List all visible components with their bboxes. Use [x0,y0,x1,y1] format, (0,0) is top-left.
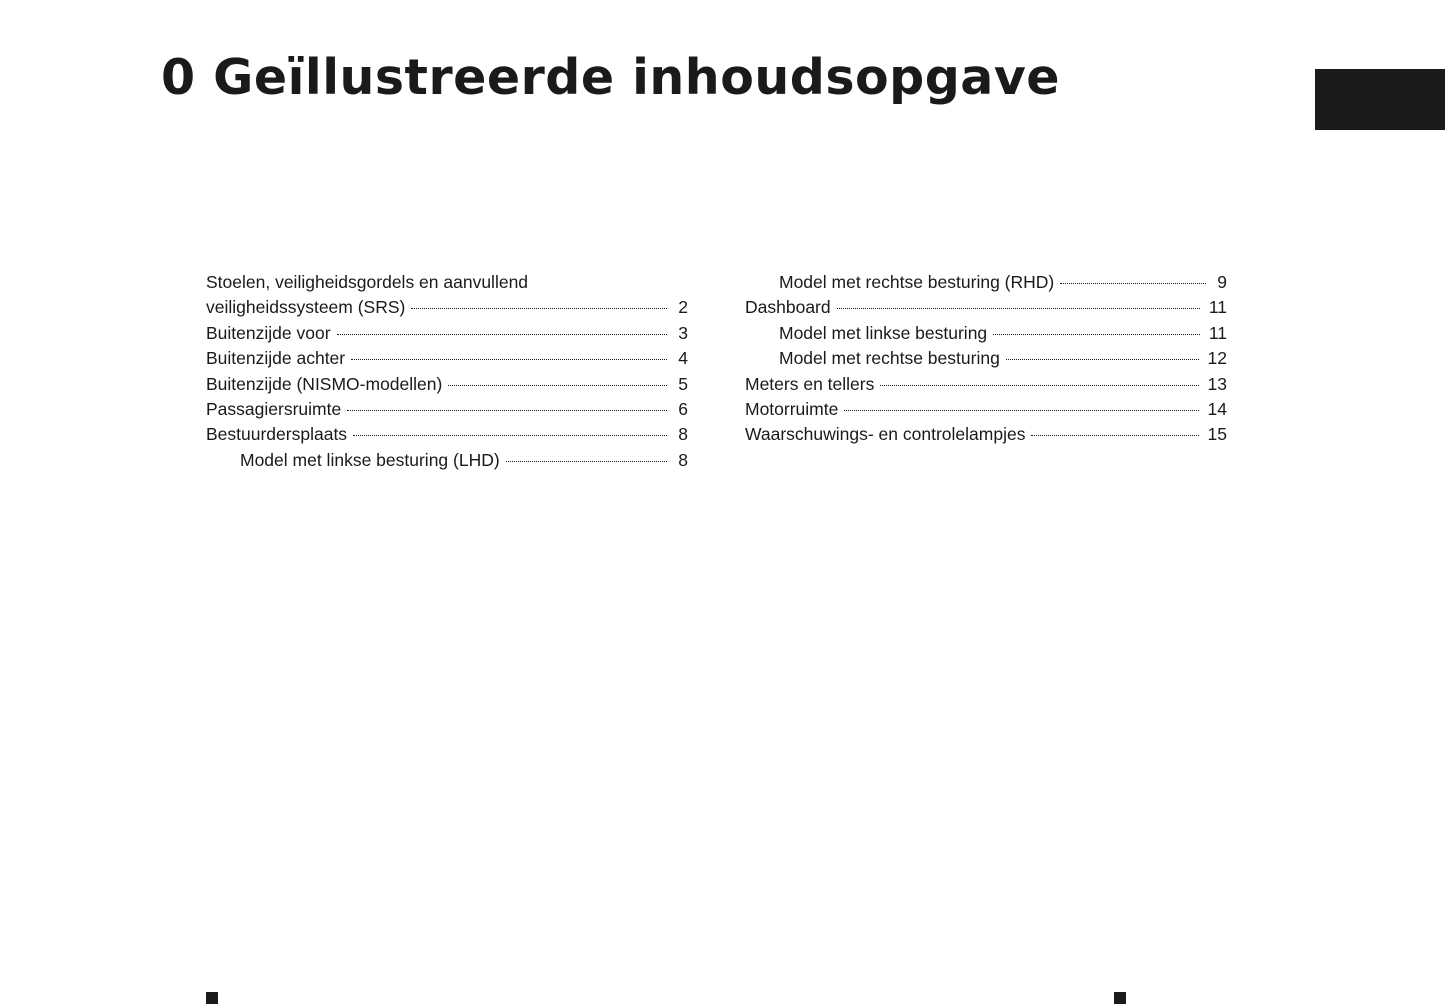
toc-subentry[interactable] [745,321,1227,346]
toc-entry-title: Buitenzijde achter [206,348,346,369]
toc-leader-dots [1006,358,1199,360]
toc-entry-page: 2 [678,297,688,318]
toc-subentry[interactable] [745,346,1227,371]
toc-entry-title: veiligheidssysteem (SRS) [206,297,406,318]
crop-mark [206,992,218,1004]
section-tab [1315,69,1445,130]
toc-entry-title: Bestuurdersplaats [206,424,348,445]
crop-mark [1114,992,1126,1004]
toc-leader-dots [353,434,667,436]
toc-leader-dots [837,307,1200,309]
toc-entry[interactable] [206,295,688,320]
toc-entry-title: Model met linkse besturing [779,322,988,343]
toc-entry-title: Passagiersruimte [206,398,342,419]
toc-leader-dots [351,358,667,360]
toc-subentry[interactable] [745,270,1227,295]
toc-entry-page: 3 [678,322,688,343]
toc-entry-title: Model met rechtse besturing [779,348,1000,369]
toc-leader-dots [1060,282,1206,284]
toc-entry-title: Buitenzijde (NISMO-modellen) [206,373,443,394]
toc-entry[interactable] [745,295,1227,320]
toc-entry-page: 8 [678,424,688,445]
toc-entry-page: 6 [678,398,688,419]
toc-leader-dots [880,384,1198,386]
toc-entry-title-line [206,270,688,295]
toc-entry-page: 9 [1217,272,1227,292]
toc-leader-dots [411,307,667,309]
toc-entry-title: Motorruimte [745,398,839,419]
toc-entry-title: Waarschuwings- en controlelampjes [745,424,1026,445]
toc-entry[interactable] [206,321,688,346]
toc-entry-page: 4 [678,348,688,369]
toc-entry-page: 11 [1208,297,1227,318]
toc-leader-dots [506,460,667,462]
toc-entry[interactable] [745,397,1227,422]
toc-entry[interactable] [206,372,688,397]
toc-entry-page: 13 [1207,373,1227,394]
toc-entry-page: 5 [678,373,688,394]
toc-leader-dots [347,409,667,411]
toc-entry-page: 14 [1207,398,1227,419]
page-title: 0 Geïllustreerde inhoudsopgave [161,49,1061,106]
toc-right-column [745,270,1227,448]
toc-entry-page: 15 [1207,424,1227,445]
toc-leader-dots [844,409,1198,411]
toc-leader-dots [993,333,1200,335]
toc-subentry[interactable] [206,448,688,473]
toc-entry-page: 12 [1207,348,1227,369]
toc-entry-page: 11 [1208,322,1227,343]
toc-entry[interactable] [206,422,688,447]
toc-entry-title: Buitenzijde voor [206,322,331,343]
toc-entry-title: Model met rechtse besturing (RHD) [779,272,1055,292]
toc-entry-title: Stoelen, veiligheidsgordels en aanvullend [206,272,529,292]
toc-entry[interactable] [745,372,1227,397]
toc-entry[interactable] [206,346,688,371]
toc-leader-dots [448,384,667,386]
toc-entry[interactable] [206,397,688,422]
toc-entry-title: Meters en tellers [745,373,875,394]
toc-left-column [206,270,688,473]
toc-leader-dots [337,333,667,335]
toc-entry-title: Model met linkse besturing (LHD) [240,449,500,470]
toc-entry[interactable] [745,422,1227,447]
toc-entry-page: 8 [678,449,688,470]
toc-entry-title: Dashboard [745,297,831,318]
toc-leader-dots [1031,434,1198,436]
